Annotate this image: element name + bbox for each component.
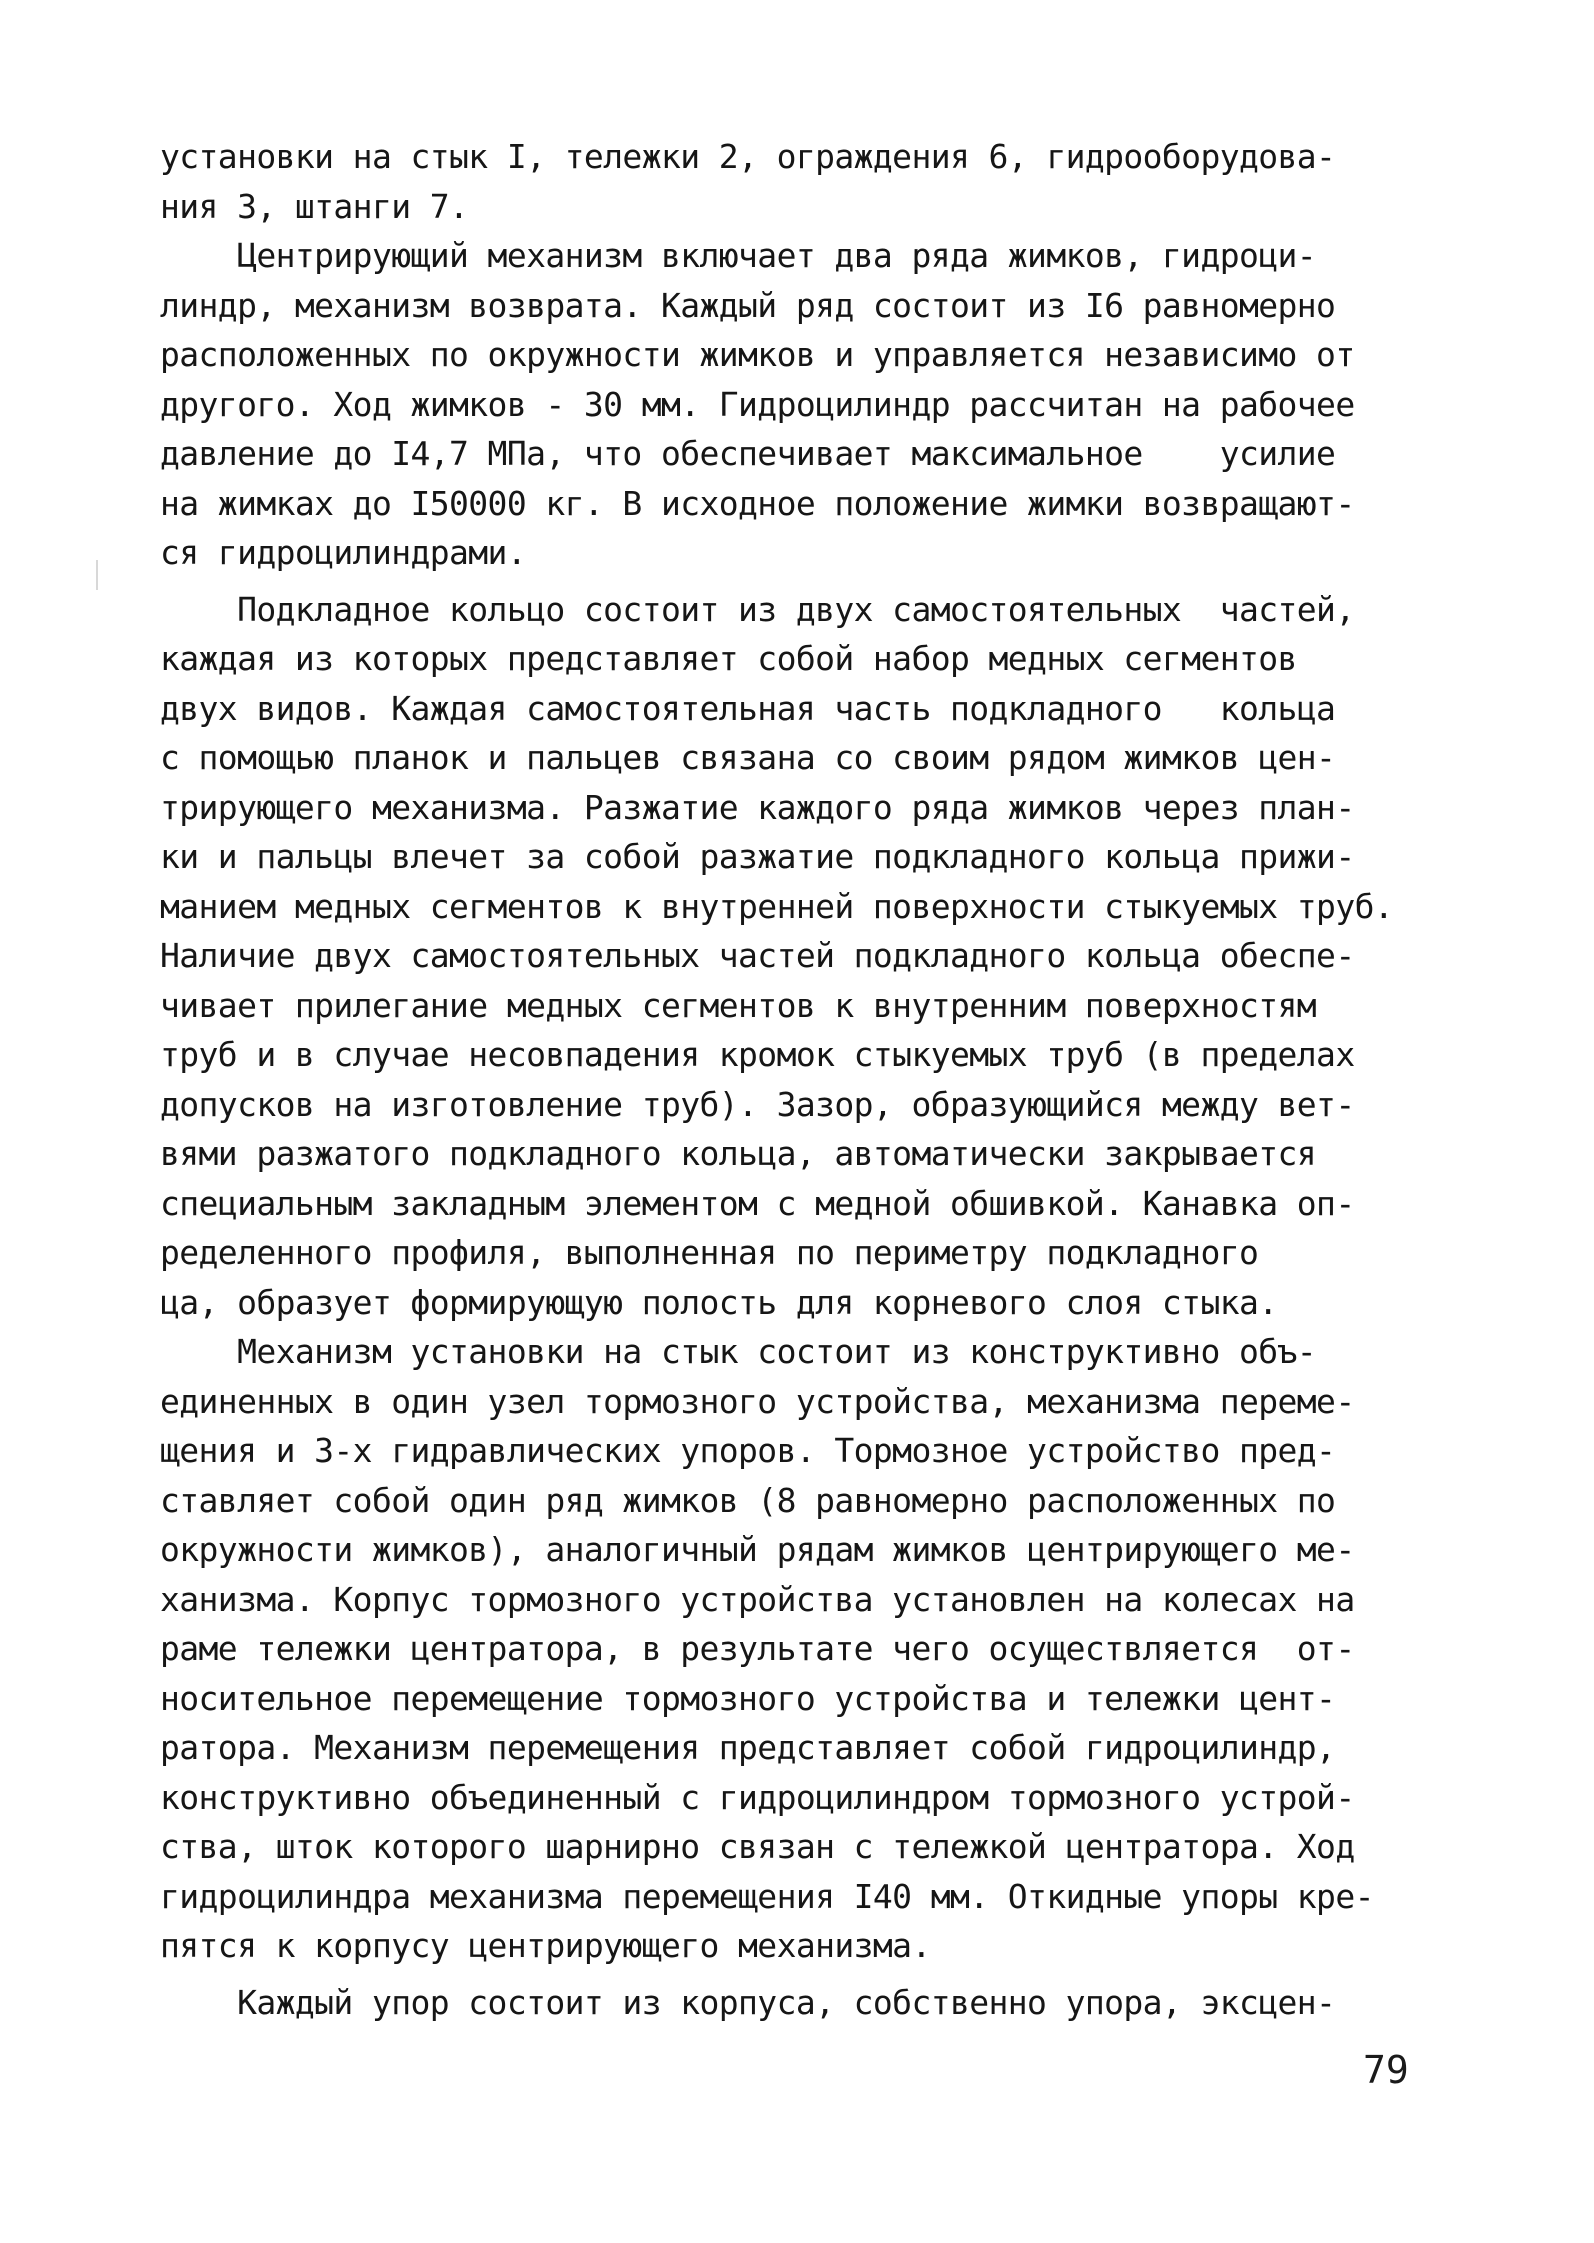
text-line: ца, образует формирующую полость для корневого слоя стыка. xyxy=(160,1282,1278,1322)
text-line: с помощью планок и пальцев связана со своим рядом жимков цен- xyxy=(160,738,1336,777)
text-line: ки и пальцы влечет за собой разжатие подкладного кольца прижи- xyxy=(160,837,1355,876)
body-text xyxy=(160,132,1450,2027)
paragraph-5 xyxy=(160,1978,1450,2028)
text-line: ния 3, штанги 7. xyxy=(160,186,469,226)
paragraph-4 xyxy=(160,1327,1450,1971)
text-line: ства, шток которого шарнирно связан с тележкой центратора. Ход xyxy=(160,1827,1355,1866)
page-number: 79 xyxy=(1363,2048,1409,2092)
text-line: Подкладное кольцо состоит из двух самостоятельных частей, xyxy=(160,589,1355,629)
text-line: специальным закладным элементом с медной обшивкой. Канавка оп- xyxy=(160,1183,1355,1223)
text-line: раме тележки центратора, в результате чего осуществляется от- xyxy=(160,1629,1355,1668)
text-line: пятся к корпусу центрирующего механизма. xyxy=(160,1926,931,1965)
text-line: линдр, механизм возврата. Каждый ряд состоит из I6 равномерно xyxy=(160,285,1336,325)
text-line: установки на стык I, тележки 2, ограждения 6, гидрооборудова- xyxy=(160,137,1336,176)
text-line: ханизма. Корпус тормозного устройства установлен на колесах на xyxy=(160,1579,1355,1619)
text-line: трирующего механизма. Разжатие каждого ряда жимков через план- xyxy=(160,787,1355,827)
text-line: давление до I4,7 МПа, что обеспечивает максимальное усилие xyxy=(160,434,1336,473)
text-line: расположенных по окружности жимков и управляется независимо от xyxy=(160,335,1355,374)
text-line: ся гидроцилиндрами. xyxy=(160,533,527,572)
text-line: ставляет собой один ряд жимков (8 равномерно расположенных по xyxy=(160,1480,1336,1520)
text-line: на жимках до I50000 кг. В исходное положение жимки возвращают- xyxy=(160,483,1355,523)
text-line: Механизм установки на стык состоит из конструктивно объ- xyxy=(160,1332,1317,1371)
text-line: двух видов. Каждая самостоятельная часть подкладного кольца xyxy=(160,688,1336,728)
text-line: ределенного профиля, выполненная по периметру подкладного xyxy=(160,1233,1259,1272)
text-line: допусков на изготовление труб). Зазор, образующийся между вет- xyxy=(160,1084,1355,1124)
text-line: другого. Ход жимков - 30 мм. Гидроцилиндр рассчитан на рабочее xyxy=(160,384,1355,424)
text-line: гидроцилиндра механизма перемещения I40 мм. Откидные упоры кре- xyxy=(160,1876,1374,1916)
text-line: манием медных сегментов к внутренней поверхности стыкуемых труб. xyxy=(160,886,1394,926)
text-line: вями разжатого подкладного кольца, автоматически закрывается xyxy=(160,1134,1317,1173)
paragraph-2 xyxy=(160,231,1450,578)
margin-scan-mark xyxy=(96,560,98,590)
text-line: чивает прилегание медных сегментов к внутренним поверхностям xyxy=(160,985,1317,1025)
paragraph-1 xyxy=(160,132,1450,231)
text-line: Каждый упор состоит из корпуса, собственно упора, эксцен- xyxy=(160,1982,1336,2022)
text-line: ратора. Механизм перемещения представляет собой гидроцилиндр, xyxy=(160,1728,1336,1767)
text-line: каждая из которых представляет собой набор медных сегментов xyxy=(160,639,1297,678)
paragraph-3 xyxy=(160,585,1450,1328)
text-line: конструктивно объединенный с гидроцилиндром тормозного устрой- xyxy=(160,1777,1355,1817)
text-line: Центрирующий механизм включает два ряда жимков, гидроци- xyxy=(160,236,1317,275)
text-line: носительное перемещение тормозного устройства и тележки цент- xyxy=(160,1678,1336,1718)
text-line: единенных в один узел тормозного устройства, механизма переме- xyxy=(160,1381,1355,1421)
text-line: труб и в случае несовпадения кромок стыкуемых труб (в пределах xyxy=(160,1035,1355,1074)
text-line: окружности жимков), аналогичный рядам жимков центрирующего ме- xyxy=(160,1530,1355,1569)
text-line: Наличие двух самостоятельных частей подкладного кольца обеспе- xyxy=(160,936,1355,975)
text-line: щения и 3-х гидравлических упоров. Тормозное устройство пред- xyxy=(160,1431,1336,1470)
